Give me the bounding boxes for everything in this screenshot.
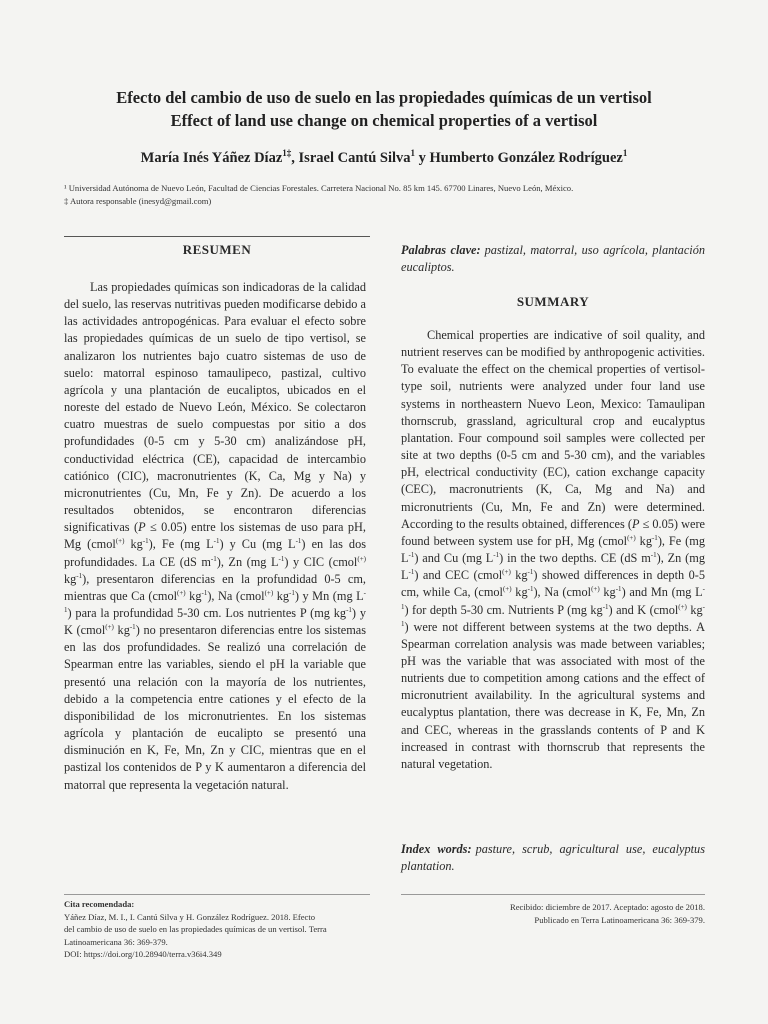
recommended-citation: [64, 898, 374, 961]
index-words-text: pasture, scrub, agricultural use, eucalyptus plantation.: [401, 842, 705, 874]
author-affiliation-mark: 1‡: [282, 148, 292, 158]
author-name: María Inés Yáñez Díaz: [140, 149, 283, 166]
resumen-paragraph: Las propiedades químicas son indicadoras de la calidad del suelo, las reservas nutritivas pueden modificarse debido a las actividades antropogénicas. Para evaluar el efecto sobre las propiedades químicas de un suelo de tipo vertisol, se analizaron los nutrientes bajo cuatro sistemas de uso de suelo: matorral espinoso tamaulipeco, pastizal, cultivo agrícola y una plantación de eucaliptos, ubicados en el noreste del estado de Nuevo León, México. Se colectaron cuatro muestras de suelo compuestas por sitio a dos profundidades (0-5 cm y 5-30 cm) analizándose pH, conductividad eléctrica (CE), capacidad de intercambio catiónico (CIC), macronutrientes (K, Ca, Mg y Na) y micronutrientes (Cu, Mn, Fe y Zn). De acuerdo a los resultados obtenidos, se encontraron diferencias significativas (P ≤ 0.05) entre los sistemas de uso para pH, Mg (cmol(+) $kg^{-1}$), Fe (mg $L^{-1}$) y Cu (mg $L^{-1}$) en las dos profundidades. La CE (dS $m^{-1}$), Zn (mg $L^{-1}$) y CIC (cmol(+) $kg^{-1}$), presentaron diferencias en la profundidad 0-5 cm, mientras que Ca (cmol(+) $kg^{-1}$), Na (cmol(+) $kg^{-1}$) y Mn (mg $L^{-1}$) para la profundidad 5-30 cm. Los nutrientes P (mg $kg^{-1}$) y K (cmol(+) $kg^{-1}$) no presentaron diferencias entre los sistemas en las dos profundidades. Se realizó una correlación de Spearman entre las variables, siendo el pH la variable que presentó una relación con la mayoría de los nutrientes, debido a la competencia entre cationes y el efecto de la disponibilidad de los micronutrientes. En los sistemas agrícola y plantación de eucalipto se presentó una disminución en K, Fe, Mn, Zn y CIC, mientras que en el pastizal los contenidos de P y K aumentaron a diferencia del matorral que representa la vegetación natural.: [64, 280, 367, 792]
footer-divider: [401, 894, 705, 895]
title-english: Effect of land use change on chemical properties of a vertisol: [170, 111, 598, 130]
palabras-clave: [401, 242, 705, 276]
footer-divider: [64, 894, 370, 895]
resumen-body: [64, 279, 366, 794]
title-spanish: Efecto del cambio de uso de suelo en las propiedades químicas de un vertisol: [116, 88, 652, 107]
citation-label: Cita recomendada:: [64, 899, 135, 909]
index-words-label: Index words:: [401, 842, 472, 856]
publication-dates: [401, 901, 705, 926]
author-separator: ,: [291, 149, 299, 166]
citation-line: Yáñez Díaz, M. I., I. Cantú Silva y H. González Rodríguez. 2018. Efecto: [64, 911, 316, 922]
index-words: [401, 841, 705, 875]
author-name: Israel Cantú Silva: [298, 149, 411, 166]
received-accepted-line: Recibido: diciembre de 2017. Aceptado: agosto de 2018.: [510, 902, 705, 912]
citation-line: Latinoamericana 36: 369-379.: [64, 936, 168, 947]
palabras-clave-text: pastizal, matorral, uso agrícola, plantación eucaliptos.: [401, 243, 705, 275]
summary-heading: SUMMARY: [516, 294, 590, 309]
author-separator: y: [415, 149, 430, 166]
author-name: Humberto González Rodríguez: [429, 149, 623, 166]
doi-link[interactable]: DOI: https://doi.org/10.28940/terra.v36i4.349: [64, 949, 222, 959]
section-divider: [64, 236, 370, 237]
affiliation-line: ¹ Universidad Autónoma de Nuevo León, Facultad de Ciencias Forestales. Carretera Nacional No. 85 km 145. 67700 Linares, Nuevo León, México.: [64, 183, 574, 193]
corresponding-author-line: ‡ Autora responsable (inesyd@gmail.com): [64, 196, 212, 206]
author-affiliation-mark: 1: [622, 148, 628, 158]
summary-paragraph: Chemical properties are indicative of soil quality, and nutrient reserves can be modified by anthropogenic activities. To evaluate the effect on the chemical properties of vertisol-type soil, nutrients were analyzed under four land use systems in northeastern Nuevo Leon, Mexico: Tamaulipan thornscrub, grassland, agricultural crop and eucalyptus plantation. Four compound soil samples were collected per site at two depths (0-5 cm and 5-30 cm), and the variables pH, electrical conductivity (EC), cation exchange capacity (CEC), macronutrients (K, Ca, Mg and Na) and micronutrients (Cu, Mn, Fe and Zn) were determined. According to the results obtained, differences (P ≤ 0.05) were found between system use for pH, Mg (cmol(+) $kg^{-1}$), Fe (mg $L^{-1}$) and Cu (mg $L^{-1}$) in the two depths. CE (dS $m^{-1}$), Zn (mg $L^{-1}$) and CEC (cmol(+) $kg^{-1}$) showed differences in depth 0-5 cm, while Ca, (cmol(+) $kg^{-1}$), Na (cmol(+) $kg^{-1}$) and Mn (mg $L^{-1}$) for depth 5-30 cm. Nutrients P (mg $kg^{-1}$) and K (cmol(+) $kg^{-1}$) were not different between systems at the two depths. A Spearman correlation analysis was made between variables; pH was the variable that was associated with most of the nutrients due to competition among cations and the effect of micronutrient availability. In the agricultural systems and eucalyptus plantation, there was decrease in K, Fe, Mn, Zn and CEC, whereas in the grasslands contents of P and K increased in contrast with thornscrub that represents the natural vegetation.: [401, 328, 706, 771]
palabras-clave-label: Palabras clave:: [401, 243, 481, 257]
citation-line: del cambio de uso de suelo en las propiedades químicas de un vertisol. Terra: [64, 924, 327, 934]
summary-body: [401, 327, 705, 773]
author-affiliation-mark: 1: [410, 148, 416, 158]
published-line: Publicado en Terra Latinoamericana 36: 369-379.: [534, 914, 705, 925]
resumen-heading: RESUMEN: [182, 242, 252, 257]
authors-line: [0, 148, 768, 167]
